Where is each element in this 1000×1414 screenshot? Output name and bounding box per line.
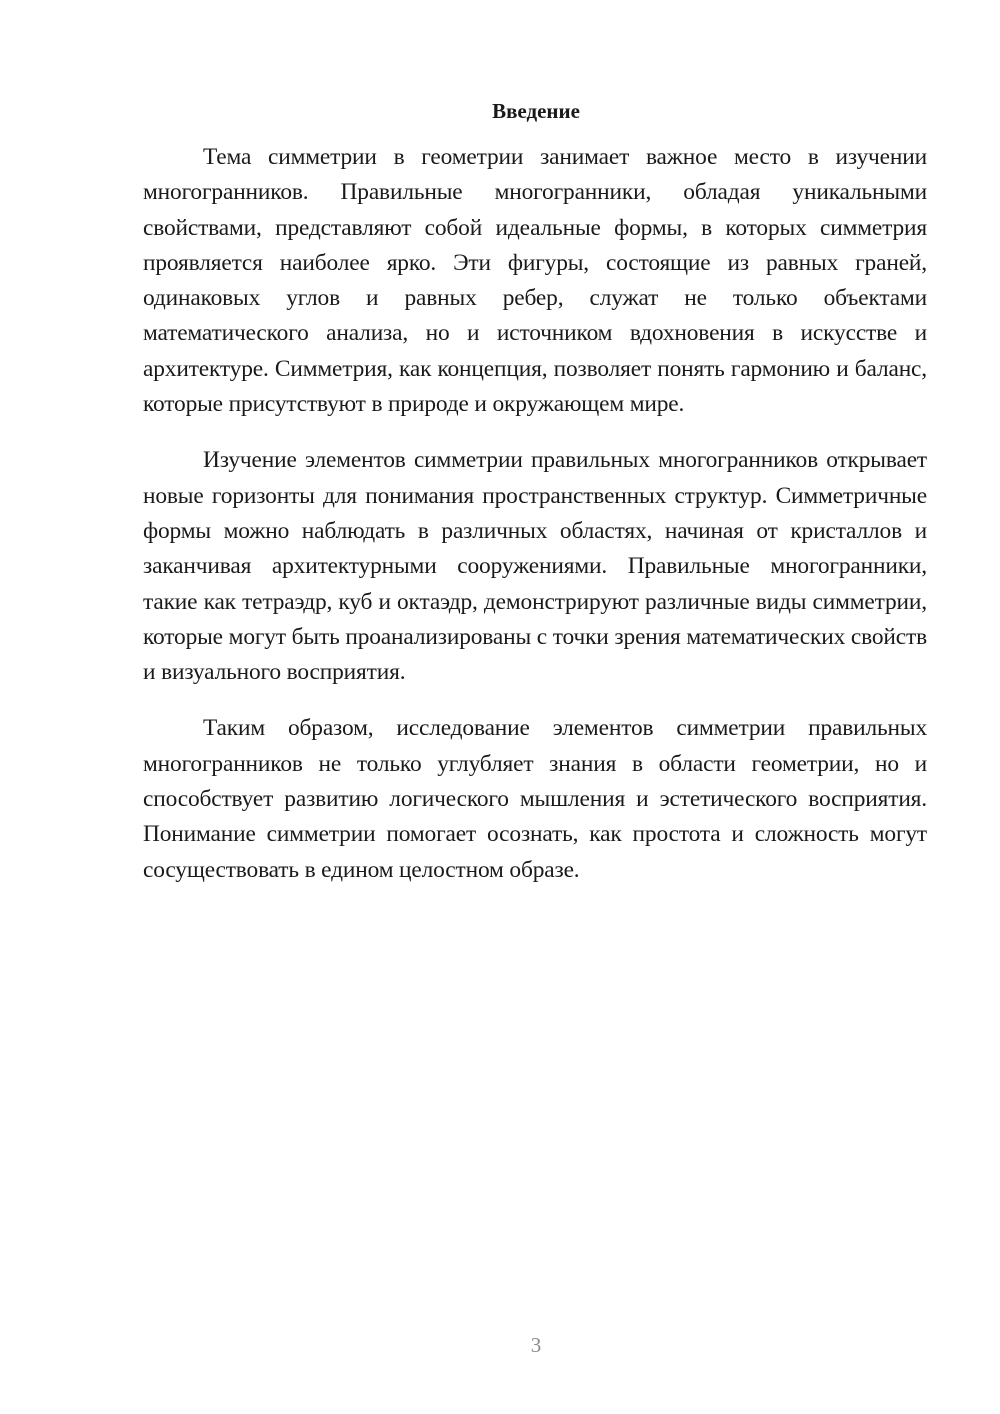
page-number: 3 [530, 1333, 542, 1357]
section-heading: Введение [492, 99, 580, 123]
page-content [143, 96, 927, 909]
paragraph-3: Таким образом, исследование элементов симметрии правильных многогранников не только углубляет знания в области геометрии, но и способствует развитию логического мышления и эстетического восприятия. Понимание симметрии помогает осознать, как простота и сложность могут сосуществовать в едином целостном образе. [143, 715, 927, 883]
paragraph-1: Тема симметрии в геометрии занимает важное место в изучении многогранников. Правильные многогранники, обладая уникальными свойствами, представляют собой идеальные формы, в которых симметрия проявляется наиболее ярко. Эти фигуры, состоящие из равных граней, одинаковых углов и равных ребер, служат не только объектами математического анализа, но и источником вдохновения в искусстве и архитектуре. Симметрия, как концепция, позволяет понять гармонию и баланс, которые присутствуют в природе и окружающем мире. [143, 144, 927, 418]
paragraph-2: Изучение элементов симметрии правильных многогранников открывает новые горизонты для понимания пространственных структур. Симметричные формы можно наблюдать в различных областях, начиная от кристаллов и заканчивая архитектурными сооружениями. Правильные многогранники, такие как тетраэдр, куб и октаэдр, демонстрируют различные виды симметрии, которые могут быть проанализированы с точки зрения математических свойств и визуального восприятия. [143, 447, 927, 686]
